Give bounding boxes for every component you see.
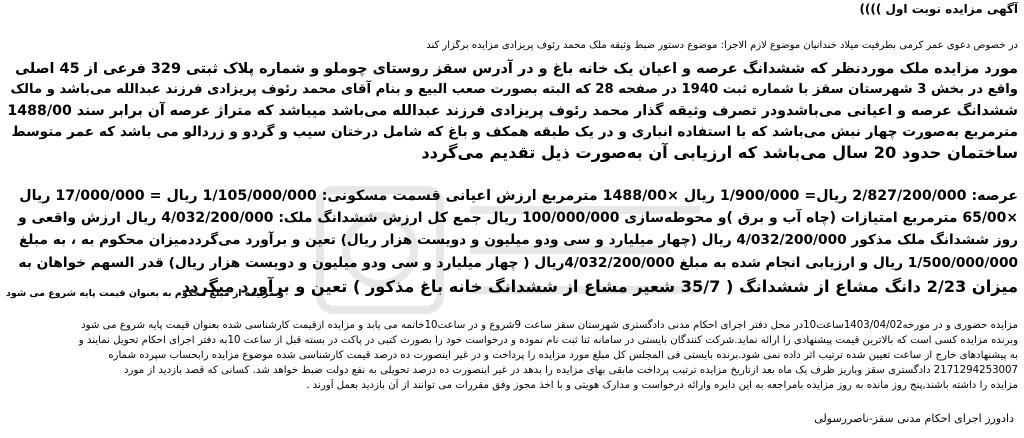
valuation-line: ×65/00 مترمربع امتیازات (چاه آب و برق )و محوطه‌سازی 100/000/000 ریال جمع کل ارزش ششدانگ ملک: 4/032/200/000 ریال ارزش واقعی و bbox=[18, 210, 1018, 226]
valuation-line: 1/500/000/000 ریال و ارزیابی انجام شده به مبلغ 4/032/200/000ریال ( چهار میلیارد و سی ودو میلیون و دویست هزار ریال) قدر السهم خواهان به bbox=[18, 255, 1018, 271]
body-line: واقع در بخش 3 شهرستان سقز با شماره ثبت 1940 در صفحه 28 که البته بصورت صعب البیع و بنام آقای محمد رئوف پریزادی فرزند عبدالله می‌باشد و مالک bbox=[10, 82, 1018, 97]
body-line: مترمربع به‌صورت چهار نبش می‌باشد که با استفاده انباری و در یک طبقه همکف و باغ که شامل درختان سیب و گردو و زردالو می باشد که عمر متوسط bbox=[11, 124, 1018, 140]
valuation-line: روز ششدانگ ملک مذکور 4/032/200/000 ریال (چهار میلیارد و سی ودو میلیون و دویست هزار ریال) تعین و برآورد می‌گرددمیزان محکوم به ، به مبلغ bbox=[18, 232, 1018, 248]
notice-header: در خصوص دعوی عمر کرمی بطرفیت میلاد خندانیان موضوع لازم الاجرا: موضوع دستور ضبط وثیقه ملک محمد رئوف پریزادی مزایده برگزار کند bbox=[426, 40, 1018, 51]
notes-line: مزایده حضوری و در مورخه1403/04/02ساعت10در محل دفتر اجرای احکام مدنی دادگستری شهرستان سقز ساعت 9شروع و در ساعت10خاتمه می یابد و مزایده ازقیمت کارشناسی شده بعنوان قیمت پایه شروع می شود bbox=[81, 320, 1018, 331]
body-line: ششدانگ عرصه و اعیانی می‌باشدودر تصرف وثیقه گذار محمد رئوف پریزادی فرزند عبدالله می‌باشد میباشد که متراژ عرصه آن برابر سند 1488/00 bbox=[7, 103, 1018, 119]
body-line: مورد مزایده ملک موردنظر که ششدانگ عرصه و اعیان یک خانه باغ و در آدرس سقز روستای چوملو و شماره پلاک ثبتی 329 فرعی از 45 اصلی bbox=[15, 61, 1018, 77]
body-line: ساختمان حدود 20 سال می‌باشد که ارزیابی آن به‌صورت ذیل تقدیم می‌گردد bbox=[421, 143, 1018, 162]
valuation-tail: و مزایده از مبلغ محکوم به بعنوان قیمت پایه شروع می شود bbox=[6, 288, 284, 299]
valuation-line: میزان 2/23 دانگ مشاع از ششدانگ ( 35/7 شعیر مشاع از ششدانگ خانه باغ مذکور ) تعین و برآورد میگردد bbox=[181, 277, 1018, 296]
notes-line: وبرنده مزایده کسی است که بالاترین قیمت پیشنهادی را ارائه نماید.شرکت کنندگان بایستی در سامانه ثنا ثبت نام نموده و درخواست خود را بصورت کتبی در پاکت در بسته قبل از ساعت 10به دفتر اجرای احکام تحویل نمایند و bbox=[78, 335, 1018, 346]
notes-line: مزایده را داشته باشند,پنج روز مانده به روز مزایده بامراجعه به این دایره وارائه درخواست و مدارک هویتی و با اخذ مجوز وفق مقررات می توانند از آن بازدید بعمل آورند . bbox=[306, 380, 1018, 391]
valuation-line: عرصه: 2/827/200/000 ریال= 1/900/000 ریال ×1488/00 مترمربع ارزش اعیانی قسمت مسکونی: 1/105/000/000 ریال = 17/000/000 ریال bbox=[19, 188, 1018, 204]
signature-line: دادورز اجرای احکام مدنی سقز-ناصررسولی bbox=[814, 412, 1014, 425]
notice-title: آگهی مزایده نوبت اول )))) bbox=[859, 2, 1018, 16]
notes-line: 2171294253007 دادگستری سقز وباریز ظرف یک ماه بعد ازتاریخ مزایده ترتیب پرداخت مابقی بهای مزایده را بدهد در غیر اینصورت ده درصد تحویلی به نفع دولت ضبط خواهد شد. کسانی که قصد بازدید از مورد bbox=[123, 365, 1018, 376]
notes-line: به پیشنهادهای خارج از ساعت تعیین شده ترتیب اثر داده نمی شود.برنده بایستی فی المجلس کل مبلغ مورد مزایده را پرداخت و در غیر اینصورت ده درصد قیمت کارشناسی شده موضوع مزایده رابحساب سپرده شماره bbox=[108, 350, 1018, 361]
